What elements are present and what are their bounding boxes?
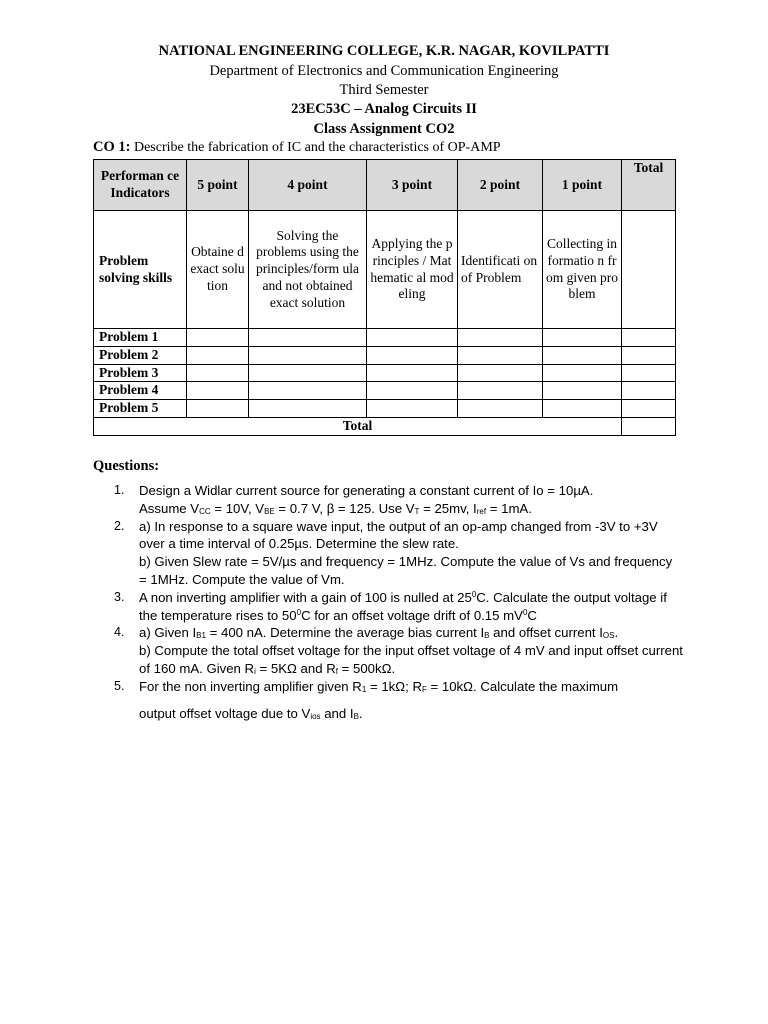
criterion-4-point: Solving the problems using the principles/form ula and not obtained exact solution	[249, 211, 367, 329]
question-4	[93, 624, 683, 677]
subscript: B	[484, 631, 490, 641]
question-2-part-a: a) In response to a square wave input, the output of an op-amp changed from -3V to +3V over a time interval of 0.25µs. Determine the slew rate.	[139, 518, 658, 552]
table-row	[94, 346, 676, 364]
question-3-text: C	[527, 607, 537, 623]
question-2-part-b: b) Given Slew rate = 5V/µs and frequency = 1MHz. Compute the value of Vs and frequency = 1MHz. Compute the value of Vm.	[139, 554, 673, 587]
question-number: 4.	[114, 625, 125, 640]
question-4-text: b) Compute the total offset voltage for the input offset voltage of 4 mV and input offset current of 160 mA. Given R	[139, 643, 683, 676]
table-row	[94, 382, 676, 400]
subscript: i	[254, 666, 256, 676]
header-2-point: 2 point	[458, 160, 543, 211]
score-cell	[622, 400, 676, 418]
question-1-text: = 10V, V	[210, 500, 265, 516]
score-cell	[458, 400, 543, 418]
criterion-2-point: Identificati on of Problem	[458, 211, 543, 329]
score-cell	[367, 346, 458, 364]
total-value-cell	[622, 417, 676, 435]
score-cell	[458, 382, 543, 400]
co-text: Describe the fabrication of IC and the characteristics of OP-AMP	[133, 140, 501, 155]
score-cell	[187, 346, 249, 364]
question-3-text: C. Calculate the output voltage if the temperature rises to 50	[139, 589, 667, 623]
score-cell	[187, 400, 249, 418]
table-row	[94, 329, 676, 347]
header-1-point: 1 point	[543, 160, 622, 211]
question-5-text: For the non inverting amplifier given R	[139, 678, 362, 694]
score-cell	[187, 329, 249, 347]
header-5-point: 5 point	[187, 160, 249, 211]
course-title: 23EC53C – Analog Circuits II	[291, 101, 477, 117]
header-4-point: 4 point	[249, 160, 367, 211]
question-3	[93, 589, 683, 625]
rubric-table	[93, 159, 676, 436]
table-row	[94, 400, 676, 418]
question-5-text: = 10kΩ. Calculate the maximum	[426, 678, 619, 694]
score-cell	[543, 329, 622, 347]
subscript: ref	[476, 506, 487, 516]
semester: Third Semester	[339, 82, 429, 98]
criterion-row	[94, 211, 676, 329]
problem-label: Problem 1	[94, 329, 187, 347]
question-5-text: output offset voltage due to V	[139, 705, 311, 721]
question-4-text: = 400 nA. Determine the average bias current I	[205, 625, 485, 641]
subscript: OS	[602, 631, 615, 641]
score-cell	[367, 382, 458, 400]
score-cell	[543, 364, 622, 382]
score-cell	[458, 329, 543, 347]
score-cell	[458, 346, 543, 364]
question-4-part-b	[139, 642, 683, 678]
course-outcome	[93, 138, 501, 157]
question-4-text: and offset current I	[489, 625, 603, 641]
score-cell	[249, 329, 367, 347]
department-name: Department of Electronics and Communication Engineering	[209, 63, 559, 79]
question-4-text: = 500kΩ.	[337, 660, 396, 676]
question-2	[93, 518, 683, 589]
criterion-3-point: Applying the principles / Mathematic al modeling	[367, 211, 458, 329]
score-cell	[249, 364, 367, 382]
subscript: ios	[310, 711, 321, 721]
subscript: f	[335, 666, 338, 676]
criterion-label: Problem solving skills	[94, 211, 187, 329]
header-3-point: 3 point	[367, 160, 458, 211]
question-1-text: = 25mv, I	[419, 500, 477, 516]
question-4-text: .	[614, 625, 619, 641]
question-1-text: = 0.7 V, β = 125. Use V	[274, 500, 415, 516]
superscript: 0	[296, 607, 302, 617]
score-cell	[543, 382, 622, 400]
question-3-text: A non inverting amplifier with a gain of 100 is nulled at 25	[139, 589, 472, 605]
criterion-total	[622, 211, 676, 329]
problem-label: Problem 2	[94, 346, 187, 364]
question-4-part-a	[139, 624, 683, 642]
subscript: B1	[196, 631, 206, 641]
score-cell	[622, 346, 676, 364]
problem-label: Problem 3	[94, 364, 187, 382]
question-4-text: = 5KΩ and R	[255, 660, 336, 676]
score-cell	[249, 400, 367, 418]
problem-label: Problem 5	[94, 400, 187, 418]
question-4-text: a) Given I	[139, 625, 197, 641]
subscript: T	[414, 506, 420, 516]
question-1	[93, 482, 683, 518]
question-5-line-1	[139, 678, 683, 696]
score-cell	[367, 364, 458, 382]
subscript: F	[421, 684, 427, 694]
question-number: 1.	[114, 483, 125, 497]
total-row	[94, 417, 676, 435]
score-cell	[622, 329, 676, 347]
question-1-line-1: Design a Widlar current source for generating a constant current of Io = 10µA.	[139, 483, 594, 498]
question-5-text: and I	[320, 705, 354, 721]
total-label: Total	[94, 417, 622, 435]
score-cell	[543, 346, 622, 364]
question-number: 2.	[114, 518, 125, 533]
question-1-text: = 1mA.	[486, 500, 532, 516]
subscript: 1	[361, 684, 367, 694]
college-name: NATIONAL ENGINEERING COLLEGE, K.R. NAGAR, KOVILPATTI	[158, 43, 610, 59]
question-5-text: = 1kΩ; R	[366, 678, 422, 694]
score-cell	[187, 364, 249, 382]
rubric-header-row	[94, 160, 676, 211]
question-3-text: C for an offset voltage drift of 0.15 mV	[301, 607, 523, 623]
score-cell	[543, 400, 622, 418]
table-row	[94, 364, 676, 382]
assignment-title: Class Assignment CO2	[313, 121, 455, 137]
score-cell	[622, 364, 676, 382]
subscript: BE	[264, 506, 275, 516]
score-cell	[367, 329, 458, 347]
question-1-text: Assume V	[139, 500, 200, 516]
question-5	[93, 678, 683, 726]
questions-list	[93, 482, 683, 726]
co-label: CO 1:	[93, 139, 131, 155]
score-cell	[249, 346, 367, 364]
score-cell	[622, 382, 676, 400]
questions-title: Questions:	[93, 458, 160, 474]
subscript: CC	[199, 506, 211, 516]
problem-label: Problem 4	[94, 382, 187, 400]
question-5-text: .	[358, 705, 363, 721]
score-cell	[367, 400, 458, 418]
superscript: 0	[522, 607, 528, 617]
header-total: Total	[622, 160, 676, 211]
header-performance-indicators: Performan ce Indicators	[94, 160, 187, 211]
score-cell	[249, 382, 367, 400]
criterion-1-point: Collecting informatio n from given problem	[543, 211, 622, 329]
subscript: B	[353, 711, 359, 721]
score-cell	[187, 382, 249, 400]
score-cell	[458, 364, 543, 382]
superscript: 0	[471, 589, 477, 599]
question-number: 5.	[114, 678, 125, 693]
question-number: 3.	[114, 589, 125, 604]
criterion-5-point: Obtaine d exact solution	[187, 211, 249, 329]
